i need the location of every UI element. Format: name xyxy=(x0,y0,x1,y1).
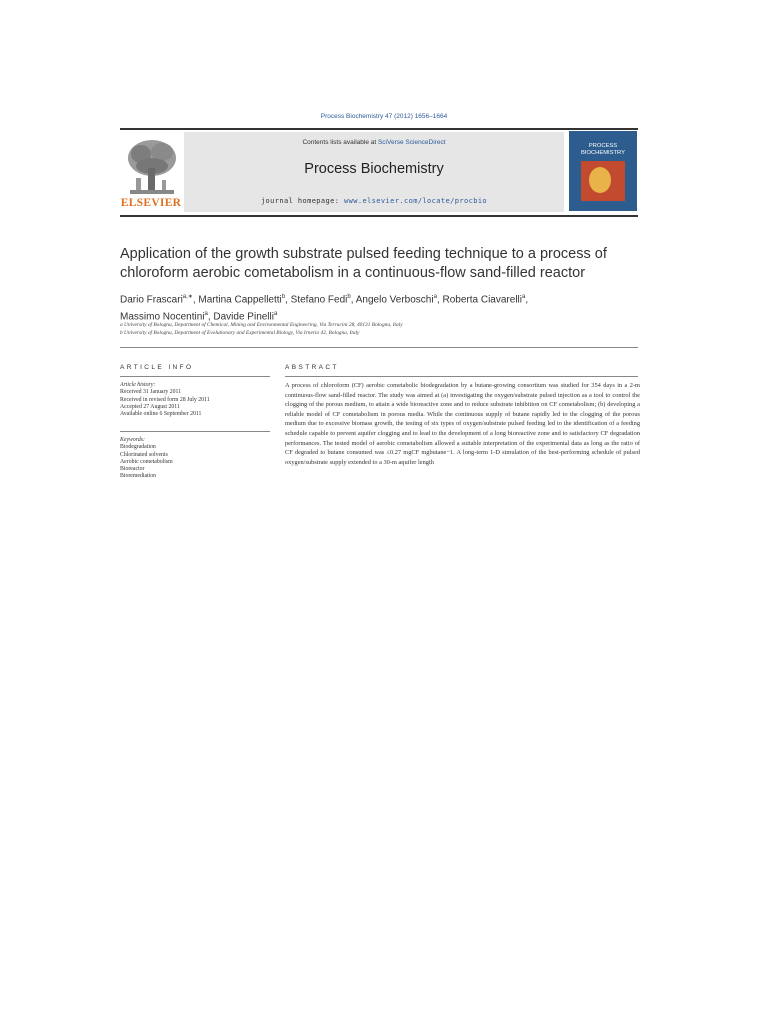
homepage-link[interactable]: www.elsevier.com/locate/procbio xyxy=(344,197,488,205)
journal-citation: Process Biochemistry 47 (2012) 1656–1664 xyxy=(320,113,448,120)
author-affil-mark: a xyxy=(521,294,526,300)
author-name[interactable]: Dario Frascari xyxy=(120,294,183,306)
keyword: Biodegradation xyxy=(120,444,156,451)
elsevier-logo xyxy=(120,134,182,213)
keyword: Bioremediation xyxy=(120,473,157,480)
article-history xyxy=(120,382,270,418)
elsevier-tree-icon xyxy=(126,138,178,196)
author-affil-mark: a,∗ xyxy=(182,294,193,300)
author-name[interactable]: Stefano Fedi xyxy=(290,294,348,306)
author-affil-mark: b xyxy=(347,294,351,300)
keywords-label: Keywords: xyxy=(120,437,145,443)
history-item: Accepted 27 August 2011 xyxy=(120,403,180,410)
keyword: Bioreactor xyxy=(120,466,145,473)
contents-line xyxy=(184,139,564,146)
sciencedirect-link[interactable]: SciVerse ScienceDirect xyxy=(377,139,446,146)
journal-homepage xyxy=(184,197,564,205)
cover-illustration-detail xyxy=(589,167,611,193)
keywords-list xyxy=(120,437,270,481)
author-affil-mark: a xyxy=(204,311,208,318)
cover-title: PROCESS BIOCHEMISTRY xyxy=(580,143,626,156)
header-bottom-rule xyxy=(120,215,638,217)
author-affil-mark: a xyxy=(273,311,278,318)
history-item: Available online 6 September 2011 xyxy=(120,411,202,418)
history-item: Received in revised form 28 July 2011 xyxy=(120,396,210,403)
affiliation-b: b University of Bologna, Department of Evolutionary and Experimental Biology, Via Irnerio 42, Bologna, Italy xyxy=(120,330,360,336)
author-name[interactable]: Martina Cappelletti xyxy=(198,294,282,306)
elsevier-logo-text: ELSEVIER xyxy=(120,197,182,209)
author-affil-mark: a xyxy=(433,294,437,300)
homepage-prefix: journal homepage: xyxy=(260,197,344,205)
header-top-rule xyxy=(120,128,638,130)
author-list: Dario Frascari$^{a,∗}$, Martina Cappelletti$^b$, Stefano Fedi$^b$, Angelo Verboschi$^a$, Roberta Ciavarelli$^a$, Massimo Nocentini$^a$, Davide Pinelli$^a$ xyxy=(120,294,529,323)
affiliation-a: a University of Bologna, Department of Chemical, Mining and Environmental Engineering, Via Terracini 28, 40131 Bologna, Italy xyxy=(120,322,403,328)
author-affil-mark: b xyxy=(281,294,286,300)
abstract-text: A process of chloroform (CF) aerobic cometabolic biodegradation by a butane-growing consortium was studied for 354 days in a 2-m continuous-flow sand-filled reactor. The study was aimed at (a) investigating the oxygen/substrate pulsed injection as a tool to control the clogging of the porous medium, to attain a wide bioreactive zone and to reduce substrate inhibition on CF cometabolism; (b) developing a reliable model of CF cometabolism in porous media. While the continuous supply of butane rapidly led to the clogging of the porous medium due to excessive biomass growth, the testing of six types of oxygen/substrate pulsed feeding led to the identification of a feeding schedule capable to prevent aquifer clogging and to lead to the development of a long bioreactive zone and to satisfactory CF degradation performances. The tested model of aerobic cometabolism allowed a suitable interpretation of the experimental data as long as the ratio of CF degraded to butane consumed was ≤0.27 mgCF mgbutane−1. A long-term 1-D simulation of the best-performing schedule of pulsed oxygen/substrate supply extended to a 30-m aquifer length xyxy=(285,382,640,466)
article-info-heading: ARTICLE INFO xyxy=(120,364,194,371)
contents-prefix: Contents lists available at xyxy=(302,139,378,146)
history-label: Article history: xyxy=(120,382,156,388)
author-name[interactable]: Roberta Ciavarelli xyxy=(442,294,522,306)
author-name[interactable]: Massimo Nocentini xyxy=(120,311,205,323)
affiliation-rule xyxy=(120,347,638,348)
journal-cover-image xyxy=(569,131,637,211)
abstract-rule xyxy=(285,376,638,377)
keywords-rule xyxy=(120,431,270,432)
history-item: Received 31 January 2011 xyxy=(120,389,182,396)
journal-title: Process Biochemistry xyxy=(304,161,444,177)
paper-title: Application of the growth substrate pulsed feeding technique to a process of chloroform aerobic cometabolism in a continuous-flow sand-filled reactor xyxy=(120,246,607,281)
author-name[interactable]: Angelo Verboschi xyxy=(355,294,434,306)
keyword: Aerobic cometabolism xyxy=(120,458,173,465)
abstract-heading: ABSTRACT xyxy=(285,364,339,371)
article-info-rule xyxy=(120,376,270,377)
keyword: Chlorinated solvents xyxy=(120,451,168,458)
author-name[interactable]: Davide Pinelli xyxy=(213,311,274,323)
